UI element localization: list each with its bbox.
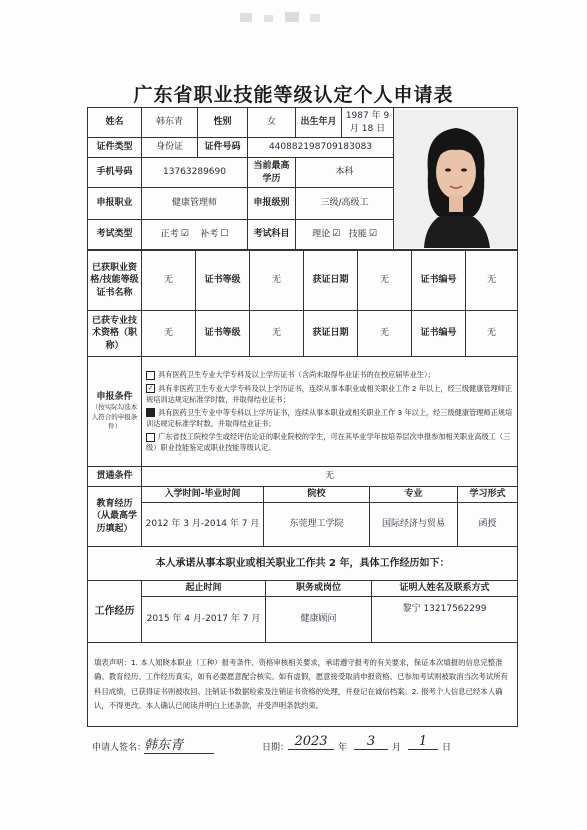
guantong-label: 贯通条件 <box>88 467 142 487</box>
condition-option <box>146 431 513 453</box>
edu-header-school: 院校 <box>264 487 370 503</box>
cert-no-value: 无 <box>466 311 518 357</box>
education-level-value: 本科 <box>296 158 394 188</box>
condition-option-text: 具有非医药卫生专业大学专科及以上学历证书，连续从事本职业或相关职业工作 2 年以上，经三级健康管理师正规培训达规定标准学时数，并取得结业证书； <box>146 383 513 404</box>
id-type-value: 身份证 <box>142 138 198 158</box>
lilun-label: 理论 <box>312 229 331 240</box>
condition-option <box>146 407 513 429</box>
date-month: 3 <box>354 734 388 750</box>
condition-option-text: 具有医药卫生专业中等专科以上学历证书，连续从事本职业或相关职业工作 3 年以上，经三级健康管理师正规培训达规定标准学时数，并取得结业证书； <box>146 407 513 429</box>
exam-subject-options <box>296 220 394 250</box>
edu-school-value: 东莞理工学院 <box>264 503 370 547</box>
cert-date-value: 无 <box>358 251 412 311</box>
id-number-value: 440882198709183083 <box>248 138 394 158</box>
work-position-value: 健康顾问 <box>266 597 372 643</box>
declaration-text: 填表声明：1. 本人知晓本职业（工种）报考条件、资格审核相关要求，承诺遵守报考的有关要求，保证本次填报的信息完整准确、教育经历、工作经历真实，如有必要愿意配合核实。如有虚假，愿意接受取消申报资格、已参加考试则被取消当次考试所有科目成绩，已获得证书则被收回、注销证书数据检索及注销证书资格的处理，并登记在诚信档案。2. 报考个人信息已经本人确认，不得更改。本人确认已阅读并明白上述条款，并受声明条款约束。 <box>88 643 518 727</box>
signature-label: 申请人签名： <box>92 743 147 753</box>
condition-option-text: 具有医药卫生专业大学专科及以上学历证书（含尚未取得毕业证书的在校应届毕业生）； <box>158 370 435 380</box>
phone-label: 手机号码 <box>88 158 142 188</box>
unchecked-box-icon[interactable] <box>146 433 155 442</box>
portrait-image <box>394 110 517 248</box>
zhengkao-label: 正考 <box>160 229 179 240</box>
conditions-options <box>142 357 518 467</box>
applicant-photo <box>394 110 517 248</box>
checked-icon[interactable]: ☑ <box>332 229 341 240</box>
exam-subject-label: 考试科目 <box>248 220 296 250</box>
work-header-reference: 证明人姓名及联系方式 <box>372 581 518 597</box>
edu-time-value: 2012 年 3 月-2014 年 7 月 <box>142 503 264 547</box>
cert-date-label: 获证日期 <box>304 311 358 357</box>
cert-level-label: 证书等级 <box>196 251 250 311</box>
condition-option <box>146 369 513 380</box>
work-table <box>87 546 518 727</box>
work-header-time: 起止时间 <box>142 581 266 597</box>
condition-option <box>146 383 513 405</box>
cert-no-label: 证书编号 <box>412 311 466 357</box>
conditions-label-cell <box>88 357 142 467</box>
occupation-label: 申报职业 <box>88 188 142 220</box>
guantong-value: 无 <box>142 467 518 487</box>
work-header-position: 职务或岗位 <box>266 581 372 597</box>
applicant-signature: 韩东青 <box>144 734 214 754</box>
cert-row <box>88 251 518 311</box>
checked-icon[interactable]: ☑ <box>180 229 189 240</box>
cert-no-value: 无 <box>466 251 518 311</box>
cert-date-value: 无 <box>358 311 412 357</box>
edu-header-form: 学习形式 <box>458 487 518 503</box>
title-cert-value: 无 <box>142 311 196 357</box>
education-table <box>87 466 518 547</box>
photo-cell <box>394 108 518 250</box>
edu-form-value: 函授 <box>458 503 518 547</box>
year-unit: 年 <box>338 743 348 753</box>
gender-label: 性别 <box>198 108 248 138</box>
conditions-table <box>87 356 518 467</box>
exam-type-label: 考试类型 <box>88 220 142 250</box>
cert-level-label: 证书等级 <box>196 311 250 357</box>
checked-icon[interactable]: ☑ <box>368 229 377 240</box>
unchecked-box-icon[interactable] <box>146 371 155 380</box>
bukao-label: 补考 <box>200 229 219 240</box>
condition-option-text: 广东省技工院校学生或经评估论证的职业院校的学生，可在其毕业学年按培养层次申报参加相关职业高级工（三级）职业技能鉴定或职业技能等级认定。 <box>146 432 511 453</box>
date-label: 日期： <box>262 743 290 753</box>
occupation-value: 健康管理师 <box>142 188 248 220</box>
edu-header-major: 专业 <box>370 487 458 503</box>
cert-name-label: 已获职业资格/技能等级证书名称 <box>88 251 142 311</box>
day-unit: 日 <box>442 743 452 753</box>
gender-value: 女 <box>248 108 296 138</box>
title-cert-label: 已获专业技术资格（职称） <box>88 311 142 357</box>
form-title: 广东省职业技能等级认定个人申请表 <box>133 84 454 106</box>
name-label: 姓名 <box>88 108 142 138</box>
work-promise: 本人承诺从事本职业或相关职业工作共 2 年，具体工作经历如下： <box>88 547 518 581</box>
unchecked-box-icon[interactable]: ☐ <box>220 229 229 240</box>
certificates-table <box>87 250 518 357</box>
exam-type-options <box>142 220 248 250</box>
filled-box-icon[interactable] <box>146 408 155 417</box>
cert-date-label: 获证日期 <box>304 251 358 311</box>
work-label: 工作经历 <box>88 581 142 643</box>
work-reference-value: 黎宁 13217562299 <box>372 597 518 643</box>
birth-label: 出生年月 <box>296 108 342 138</box>
checked-box-icon[interactable]: ✓ <box>147 384 154 393</box>
apply-level-value: 三级/高级工 <box>296 188 394 220</box>
birth-value: 1987 年 9 月 18 日 <box>342 108 394 138</box>
education-label: 教育经历（从最高学历填起） <box>88 487 142 547</box>
id-type-label: 证件类型 <box>88 138 142 158</box>
apply-level-label: 申报级别 <box>248 188 296 220</box>
signature-row <box>92 736 512 756</box>
cert-no-label: 证书编号 <box>412 251 466 311</box>
phone-value: 13763289690 <box>142 158 248 188</box>
date-year: 2023 <box>288 734 334 750</box>
work-time-value: 2015 年 4 月-2017 年 7 月 <box>142 597 266 643</box>
name-value: 韩东青 <box>142 108 198 138</box>
cert-row <box>88 311 518 357</box>
education-level-label: 当前最高学历 <box>248 158 296 188</box>
conditions-label: 申报条件 <box>96 391 133 402</box>
personal-info-table <box>87 107 518 250</box>
cert-level-value: 无 <box>250 251 304 311</box>
id-number-label: 证件号码 <box>198 138 248 158</box>
cert-name-value: 无 <box>142 251 196 311</box>
conditions-note: （按实际勾选本人符合的申报条件） <box>91 402 138 431</box>
cert-level-value: 无 <box>250 311 304 357</box>
edu-major-value: 国际经济与贸易 <box>370 503 458 547</box>
top-scan-marks <box>230 10 350 26</box>
jineng-label: 技能 <box>348 229 367 240</box>
month-unit: 月 <box>392 743 402 753</box>
edu-header-time: 入学时间-毕业时间 <box>142 487 264 503</box>
date-day: 1 <box>408 734 438 750</box>
